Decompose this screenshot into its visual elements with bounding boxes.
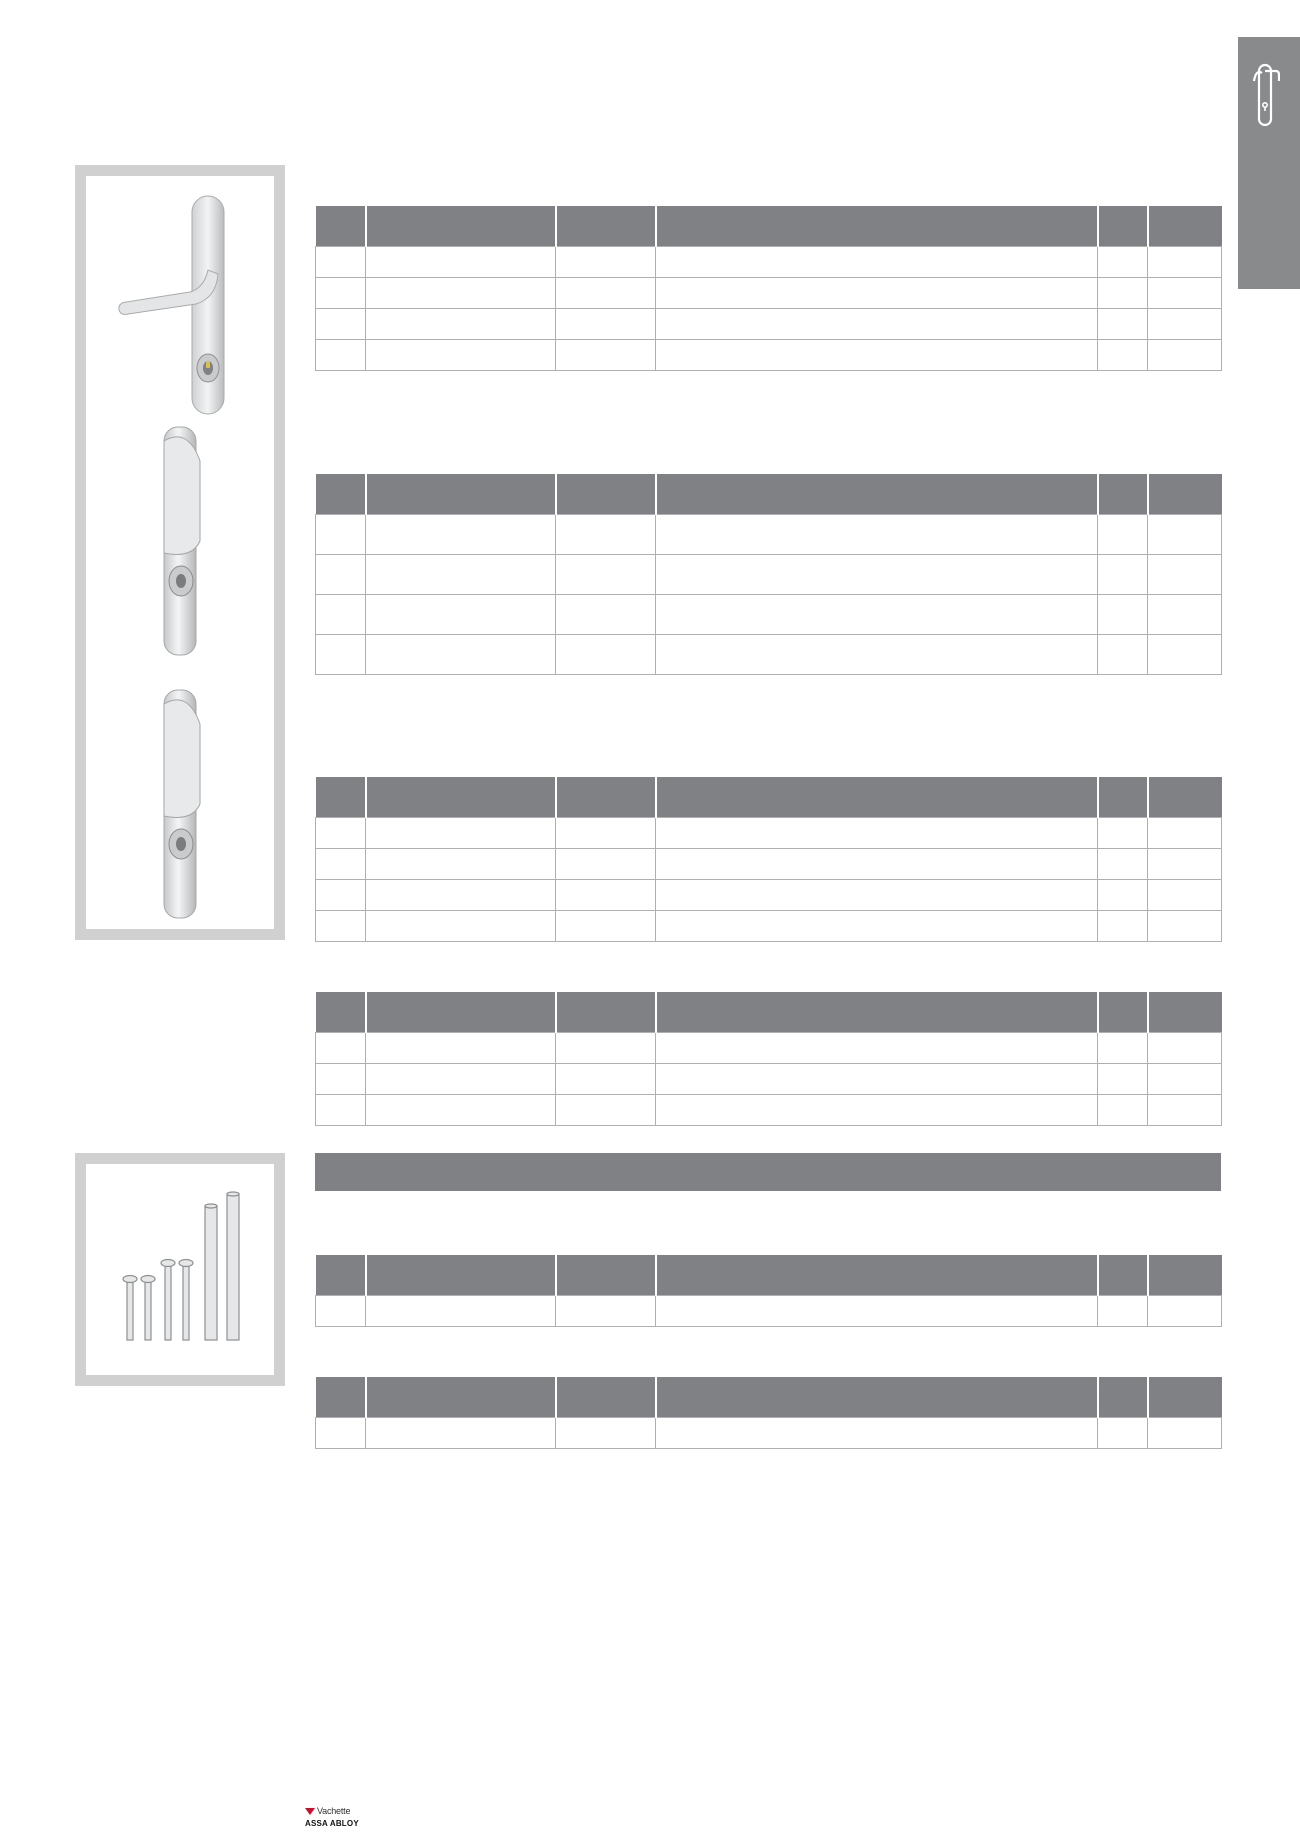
table-header-row <box>316 1377 1222 1418</box>
table-row <box>316 340 1222 371</box>
door-handle-icon <box>1252 61 1280 131</box>
brand-name: Vachette <box>317 1806 351 1816</box>
spec-table-6 <box>315 1377 1222 1449</box>
table-row <box>316 635 1222 675</box>
table-row <box>316 1095 1222 1126</box>
brand-logo <box>305 1806 359 1828</box>
table-row <box>316 309 1222 340</box>
product-photo-frame <box>75 165 285 940</box>
table-header-row <box>316 474 1222 515</box>
table-header-row <box>316 992 1222 1033</box>
category-tab[interactable] <box>1238 37 1300 289</box>
table-row <box>316 818 1222 849</box>
table-header-row <box>316 777 1222 818</box>
section-heading-band <box>315 1153 1221 1191</box>
table-row <box>316 911 1222 942</box>
table-row <box>316 1296 1222 1327</box>
spec-table-5 <box>315 1255 1222 1327</box>
table-row <box>316 1033 1222 1064</box>
table-row <box>316 555 1222 595</box>
table-row <box>316 515 1222 555</box>
spec-table-2 <box>315 474 1222 675</box>
table-row <box>316 880 1222 911</box>
screws-image <box>112 1184 252 1354</box>
table-header-row <box>316 1255 1222 1296</box>
screws-photo-frame <box>75 1153 285 1386</box>
spec-table-1 <box>315 206 1222 371</box>
vachette-mark-icon <box>305 1808 315 1815</box>
table-row <box>316 595 1222 635</box>
spec-table-3 <box>315 777 1222 942</box>
pull-handle-plate-image-2 <box>146 684 216 924</box>
table-row <box>316 247 1222 278</box>
table-header-row <box>316 206 1222 247</box>
lever-handle-plate-image <box>116 192 236 422</box>
table-row <box>316 849 1222 880</box>
group-name: ASSA ABLOY <box>305 1819 359 1828</box>
pull-handle-plate-image-1 <box>146 421 216 661</box>
table-row <box>316 1418 1222 1449</box>
table-row <box>316 1064 1222 1095</box>
table-row <box>316 278 1222 309</box>
spec-table-4 <box>315 992 1222 1126</box>
